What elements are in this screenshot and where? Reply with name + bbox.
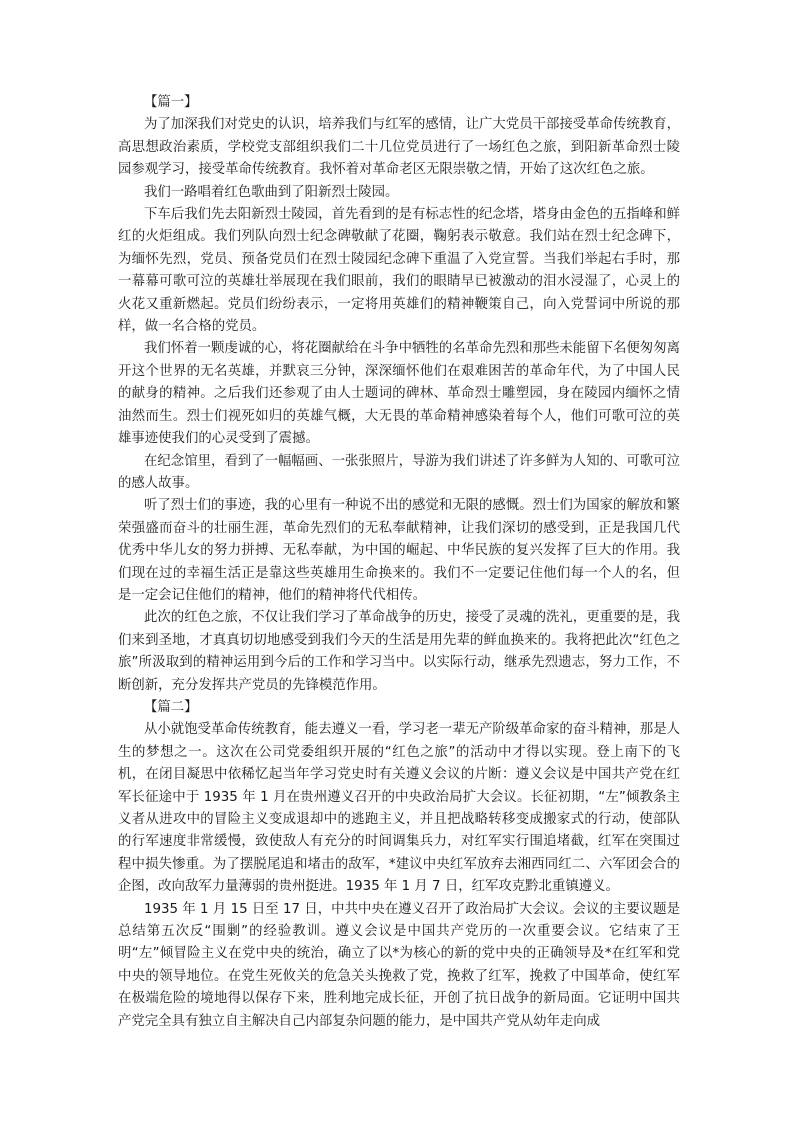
paragraph: 为了加深我们对党史的认识，培养我们与红军的感情，让广大党员干部接受革命传统教育，高思想政治素质，学校党支部组织我们二十几位党员进行了一场红色之旅，到阳新革命烈士陵园参观学习，接受革命传统教育。我怀着对革命老区无限崇敬之情，开始了这次红色之旅。	[118, 117, 680, 178]
section-heading: 【篇二】	[144, 699, 198, 715]
paragraph: 下车后我们先去阳新烈士陵园，首先看到的是有标志性的纪念塔，塔身由金色的五指峰和鲜红的火炬组成。我们列队向烈士纪念碑敬献了花圈，鞠躬表示敬意。我们站在烈士纪念碑下，为缅怀先烈，党员、预备党员们在烈士陵园纪念碑下重温了入党宣誓。当我们举起右手时，那一幕幕可歌可泣的英雄壮举展现在我们眼前，我们的眼睛早已被激动的泪水浸湿了，心灵上的火花又重新燃起。党员们纷纷表示，一定将用英雄们的精神鞭策自己，向入党誓词中所说的那样，做一名合格的党员。	[118, 207, 680, 335]
paragraph: 听了烈士们的事迹，我的心里有一种说不出的感觉和无限的感慨。烈士们为国家的解放和繁荣强盛而奋斗的壮丽生涯，革命先烈们的无私奉献精神，让我们深切的感受到，正是我国几代优秀中华儿女的努力拼搏、无私奉献，为中国的崛起、中华民族的复兴发挥了巨大的作用。我们现在过的幸福生活正是靠这些英雄用生命换来的。我们不一定要记住他们每一个人的名，但是一定会记住他们的精神，他们的精神将代代相传。	[118, 498, 680, 603]
paragraph: 我们一路唱着红色歌曲到了阳新烈士陵园。	[144, 184, 399, 200]
section-2	[118, 697, 680, 1033]
paragraph: 我们怀着一颗虔诚的心，将花圈献给在斗争中牺牲的名革命先烈和那些未能留下名便匆匆离开这个世界的无名英雄，并默哀三分钟，深深缅怀他们在艰难困苦的革命年代，为了中国人民的献身的精神。之后我们还参观了由人士题词的碑林、革命烈士雕塑园，身在陵园内缅怀之情油然而生。烈士们视死如归的英雄气概，大无畏的革命精神感染着每个人，他们可歌可泣的英雄事迹使我们的心灵受到了震撼。	[118, 341, 680, 447]
section-heading: 【篇一】	[144, 95, 198, 110]
paragraph: 此次的红色之旅，不仅让我们学习了革命战争的历史，接受了灵魂的洗礼，更重要的是，我们来到圣地，才真真切切地感受到我们今天的生活是用先辈的鲜血换来的。我将把此次“红色之旅”所汲取到的精神运用到今后的工作和学习当中。以实际行动，继承先烈遗志，努力工作，不断创新，充分发挥共产党员的先锋模范作用。	[118, 610, 680, 693]
section-1	[118, 92, 680, 697]
paragraph: 1935 年 1 月 15 日至 17 日，中共中央在遵义召开了政治局扩大会议。会议的主要议题是总结第五次反“围剿”的经验教训。遵义会议是中国共产党历的一次重要会议。它结束了王明“左”倾冒险主义在党中央的统治，确立了以*为核心的新的党中央的正确领导及*在红军和党中央的领导地位。在党生死攸关的危急关头挽救了党，挽救了红军，挽救了中国革命，使红军在极端危险的境地得以保存下来，胜利地完成长征，开创了抗日战争的新局面。它证明中国共产党完全具有独立自主解决自己内部复杂问题的能力，是中国共产党从幼年走向成	[118, 901, 680, 1029]
paragraph: 从小就饱受革命传统教育，能去遵义一看，学习老一辈无产阶级革命家的奋斗精神，那是人生的梦想之一。这次在公司党委组织开展的“红色之旅”的活动中才得以实现。登上南下的飞机，在闭目凝思中依稀忆起当年学习党史时有关遵义会议的片断：遵义会议是中国共产党在红军长征途中于 1935 年 1 月在贵州遵义召开的中央政治局扩大会议。长征初期，“左”倾教条主义者从进攻中的冒险主义变成退却中的逃跑主义，并且把战略转移变成搬家式的行动，使部队的行军速度非常缓慢，致使敌人有充分的时间调集兵力，对红军实行围追堵截，红军在突围过程中损失惨重。为了摆脱尾追和堵击的敌军，*建议中央红军放弃去湘西同红二、六军团会合的企图，改向敌军力量薄弱的贵州挺进。1935 年 1 月 7 日，红军攻克黔北重镇遵义。	[118, 722, 680, 895]
document-page	[118, 92, 680, 1033]
paragraph: 在纪念馆里，看到了一幅幅画、一张张照片，导游为我们讲述了许多鲜为人知的、可歌可泣的感人故事。	[118, 453, 680, 491]
